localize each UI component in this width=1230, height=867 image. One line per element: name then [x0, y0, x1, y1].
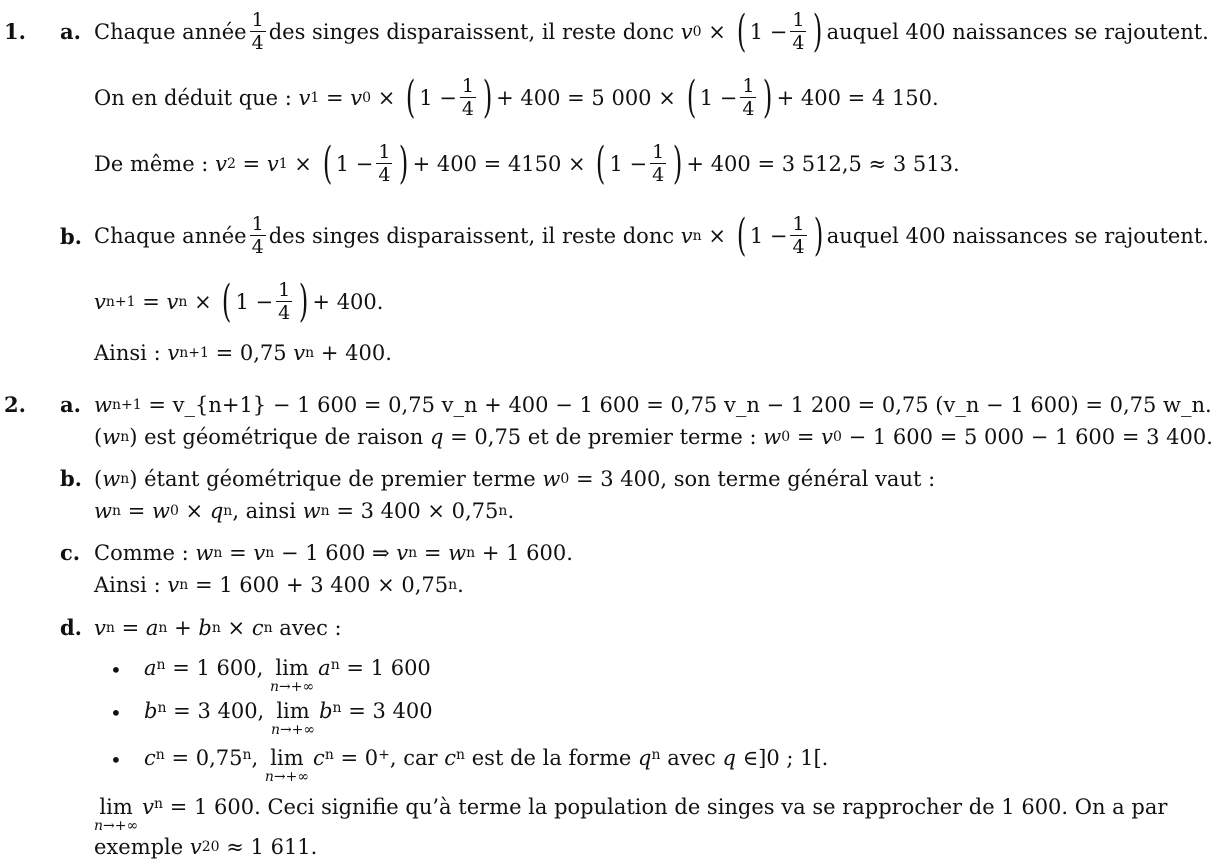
part-1a-letter: a.: [60, 19, 81, 44]
bullet-2: •: [110, 701, 122, 725]
question-1-number: 1.: [4, 19, 26, 44]
line-1a-2: On en déduit que : v 1 = v 0 × ( 1 − $\frac{1}{4}$ ) + 400 = 5 000 × ( 1 − $\frac{1}{4}$ ) + 400 = 4 150.: [94, 72, 939, 123]
part-2b-letter: b.: [60, 466, 82, 491]
line-1a-3: De même : v 2 = v 1 × ( 1 − $\frac{1}{4}$ ) + 400 = 4150 × ( 1 − $\frac{1}{4}$ ) + 400 = 3 512,5 ≈ 3 513.: [94, 138, 960, 189]
line-2d-limit: lim n→+∞ v n = 1 600. Ceci signifie qu’à terme la population de singes va se rapprocher de 1 600. On a par: [94, 795, 1168, 834]
line-2c-1: Comme : w n = v n − 1 600 ⇒ v n = w n + 1 600.: [94, 540, 573, 565]
fraction-one-quarter: $\frac{1}{4}$: [251, 9, 264, 54]
line-2a-1: w n+1 = v_{n+1} − 1 600 = 0,75 v_n + 400 − 1 600 = 0,75 v_n − 1 200 = 0,75 (v_n − 1 600) = 0,75 w_n.: [94, 392, 1212, 417]
bullet-3: •: [110, 748, 122, 772]
line-2d-bullet-2: b n = 3 400, lim n→+∞ b n = 3 400: [144, 699, 433, 738]
part-2a-letter: a.: [60, 392, 81, 417]
bullet-1: •: [110, 658, 122, 682]
line-1a-1: Chaque année $\frac{1}{4}$ des singes disparaissent, il reste donc v 0 × ( 1 − $\frac{1}{4}$ ) auquel 400 naissances se rajoutent.: [94, 6, 1209, 57]
line-2b-2: w n = w 0 × q n , ainsi w n = 3 400 × 0,75 n .: [94, 498, 515, 523]
line-2d-bullet-3: c n = 0,75 n , lim n→+∞ c n = 0 + , car c n est de la forme q n avec q ∈]0 ; 1[.: [144, 746, 829, 785]
question-2-number: 2.: [4, 392, 26, 417]
line-2d-conclusion: exemple v 20 ≈ 1 611.: [94, 834, 318, 859]
line-2d-bullet-1: a n = 1 600, lim n→+∞ a n = 1 600: [144, 656, 431, 695]
line-2b-1: ( w n ) étant géométrique de premier terme w 0 = 3 400, son terme général vaut :: [94, 466, 936, 491]
line-2c-2: Ainsi : v n = 1 600 + 3 400 × 0,75 n .: [94, 572, 464, 597]
part-2c-letter: c.: [60, 540, 81, 565]
line-1b-2: v n+1 = v n × ( 1 − $\frac{1}{4}$ ) + 400.: [94, 276, 384, 327]
line-1b-3: Ainsi : v n+1 = 0,75 v n + 400.: [94, 340, 392, 365]
part-2d-letter: d.: [60, 615, 82, 640]
line-2d-intro: v n = a n + b n × c n avec :: [94, 615, 342, 640]
part-1b-letter: b.: [60, 224, 82, 249]
line-1b-1: Chaque année $\frac{1}{4}$ des singes disparaissent, il reste donc v n × ( 1 − $\frac{1}{4}$ ) auquel 400 naissances se rajoutent.: [94, 210, 1209, 261]
line-2a-2: ( w n ) est géométrique de raison q = 0,75 et de premier terme : w 0 = v 0 − 1 600 = 5 000 − 1 600 = 3 400.: [94, 424, 1213, 449]
